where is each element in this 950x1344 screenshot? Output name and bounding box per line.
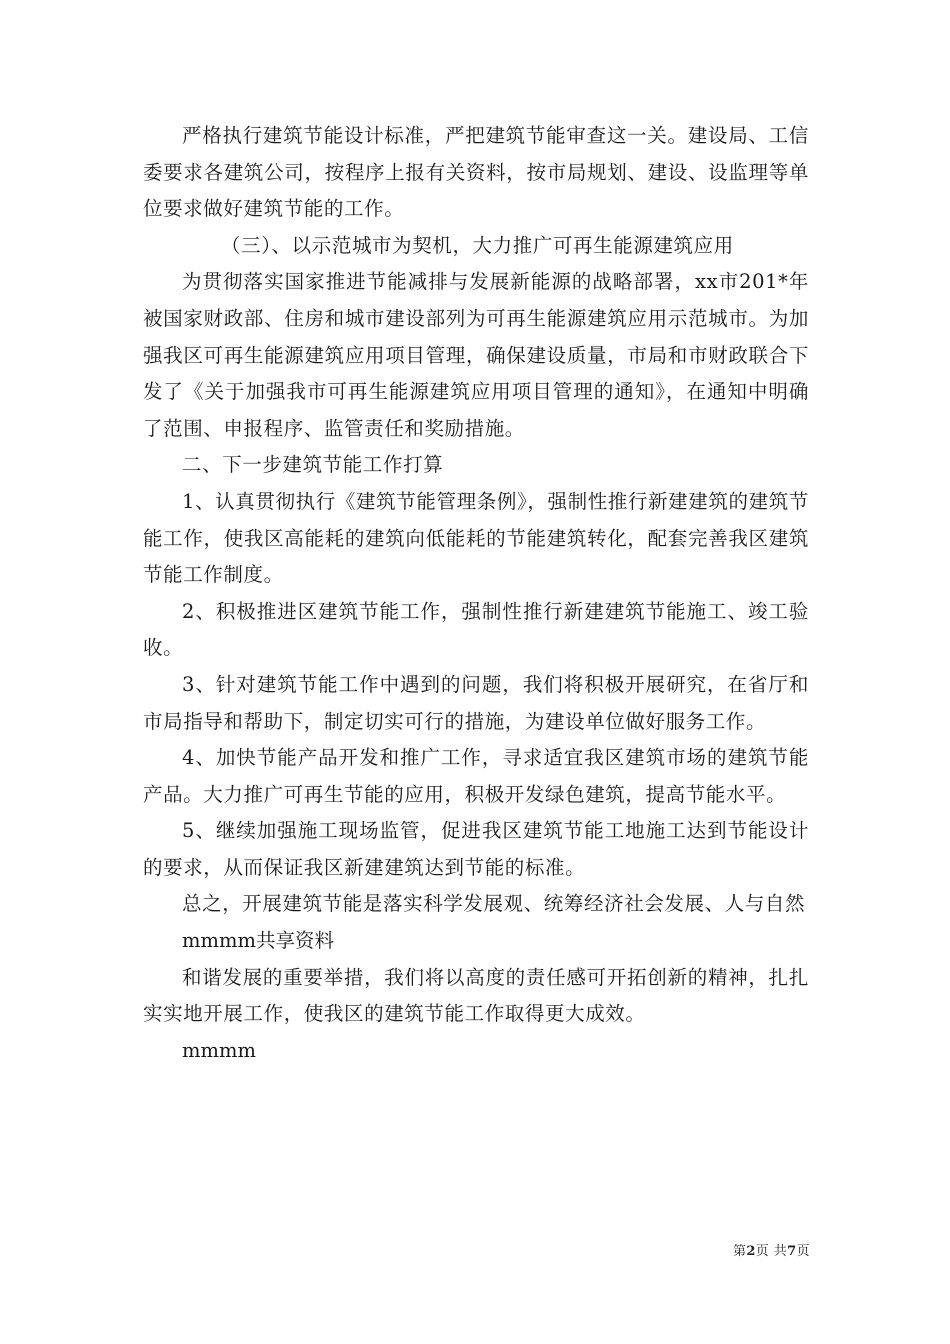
page-number-middle: 页 共 [755, 1244, 788, 1259]
paragraph-summary-end: 和谐发展的重要举措，我们将以高度的责任感可开拓创新的精神，扎扎实实地开展工作，使我区的建筑节能工作取得更大成效。 [143, 965, 809, 1026]
shared-material-marker: mmmm共享资料 [182, 929, 334, 953]
document-body [143, 118, 809, 1069]
page-number-prefix: 第 [732, 1244, 747, 1259]
paragraph-summary-start: 总之，开展建筑节能是落实科学发展观、统筹经济社会发展、人与自然 [182, 892, 806, 916]
list-item-1: 1、认真贯彻执行《建筑节能管理条例》，强制性推行新建建筑的建筑节能工作，使我区高能耗的建筑向低能耗的节能建筑转化，配套完善我区建筑节能工作制度。 [143, 489, 809, 587]
paragraph-renewable-energy: 为贯彻落实国家推进节能减排与发展新能源的战略部署，xx市201*年被国家财政部、住房和城市建设部列为可再生能源建筑应用示范城市。为加强我区可再生能源建筑应用项目管理，确保建设质量，市局和市财政联合下发了《关于加强我市可再生能源建筑应用项目管理的通知》，在通知中明确了范围、申报程序、监管责任和奖励措施。 [143, 270, 809, 440]
list-item-4: 4、加快节能产品开发和推广工作，寻求适宜我区建筑市场的建筑节能产品。大力推广可再生节能的应用，积极开发绿色建筑，提高节能水平。 [143, 746, 809, 806]
section-heading-next-steps: 二、下一步建筑节能工作打算 [182, 453, 444, 477]
list-item-3: 3、针对建筑节能工作中遇到的问题，我们将积极开展研究，在省厅和市局指导和帮助下，制定切实可行的措施，为建设单位做好服务工作。 [143, 672, 809, 733]
page-number [700, 1243, 810, 1261]
end-marker: mmmm [182, 1038, 256, 1062]
list-item-2: 2、积极推进区建筑节能工作，强制性推行新建建筑节能施工、竣工验收。 [143, 599, 809, 660]
page-number-total: 7 [787, 1244, 797, 1259]
page-number-current: 2 [746, 1244, 756, 1259]
section-heading-demo-city: （三）、以示范城市为契机，大力推广可再生能源建筑应用 [221, 233, 734, 257]
page-number-suffix: 页 [796, 1244, 810, 1259]
list-item-5: 5、继续加强施工现场监管，促进我区建筑节能工地施工达到节能设计的要求，从而保证我区新建建筑达到节能的标准。 [143, 819, 809, 879]
paragraph-building-standards: 严格执行建筑节能设计标准，严把建筑节能审查这一关。建设局、工信委要求各建筑公司，按程序上报有关资料，按市局规划、建设、设监理等单位要求做好建筑节能的工作。 [143, 124, 809, 221]
